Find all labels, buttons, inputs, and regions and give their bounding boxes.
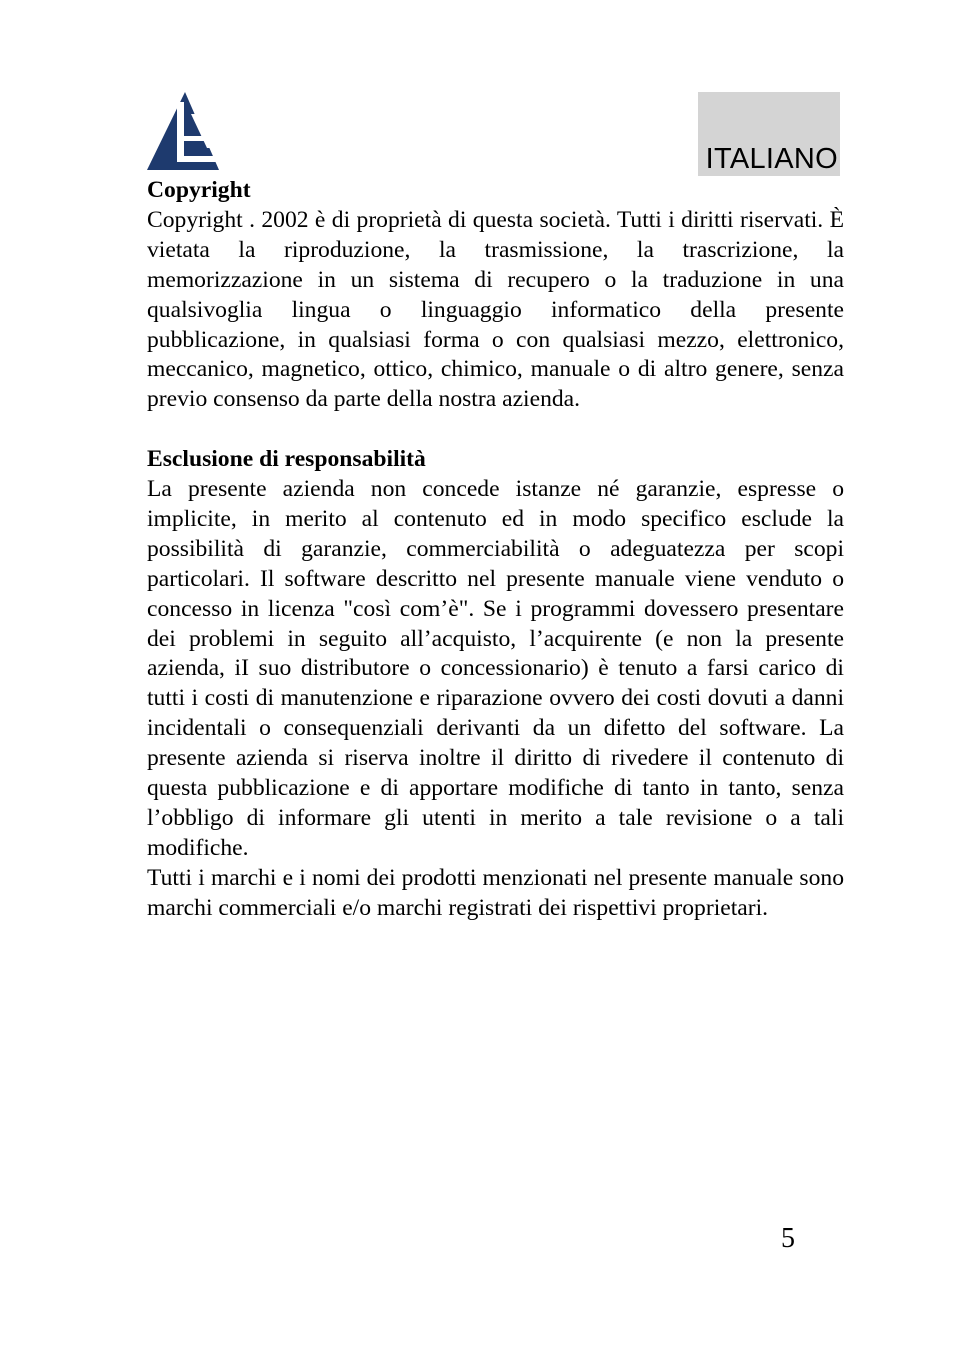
company-logo-icon	[147, 92, 219, 170]
trademarks-paragraph: Tutti i marchi e i nomi dei prodotti menzionati nel presente manuale sono marchi commerciali e/o marchi registrati dei rispettivi proprietari.	[147, 864, 844, 921]
copyright-heading: Copyright	[147, 177, 251, 203]
section-spacer	[147, 415, 844, 445]
page-number: 5	[781, 1223, 795, 1254]
document-body	[147, 176, 844, 924]
disclaimer-heading: Esclusione di responsabilità	[147, 446, 426, 473]
language-label: ITALIANO	[705, 143, 838, 175]
disclaimer-paragraph: La presente azienda non concede istanze né garanzie, espresse o implicite, in merito al contenuto ed in modo specifico esclude la possibilità di garanzie, commerciabilità o adeguatezza per scopi particolari. Il software descritto nel presente manuale viene venduto o concesso in licenza "così com’è". Se i programmi dovessero presentare dei problemi in seguito all’acquisto, l’acquirente (e non la presente azienda, iI suo distributore o concessionario) è tenuto a farsi carico di tutti i costi di manutenzione e riparazione ovvero dei costi dovuti a danni incidentali o consequenziali derivanti da un difetto del software. La presente azienda si riserva inoltre il diritto di rivedere il contenuto di questa pubblicazione e di apportare modifiche di tanto in tanto, senza l’obbligo di informare gli utenti in merito a tale revisione o a tali modifiche.	[147, 476, 844, 861]
copyright-paragraph: Copyright . 2002 è di proprietà di questa società. Tutti i diritti riservati. È vietata la riproduzione, la trasmissione, la trascrizione, la memorizzazione in un sistema di recupero o la traduzione in una qualsivoglia lingua o linguaggio informatico della presente pubblicazione, in qualsiasi forma o con qualsiasi mezzo, elettronico, meccanico, magnetico, ottico, chimico, manuale o di altro genere, senza previo consenso da parte della nostra azienda.	[147, 206, 844, 413]
language-tab	[698, 92, 840, 176]
